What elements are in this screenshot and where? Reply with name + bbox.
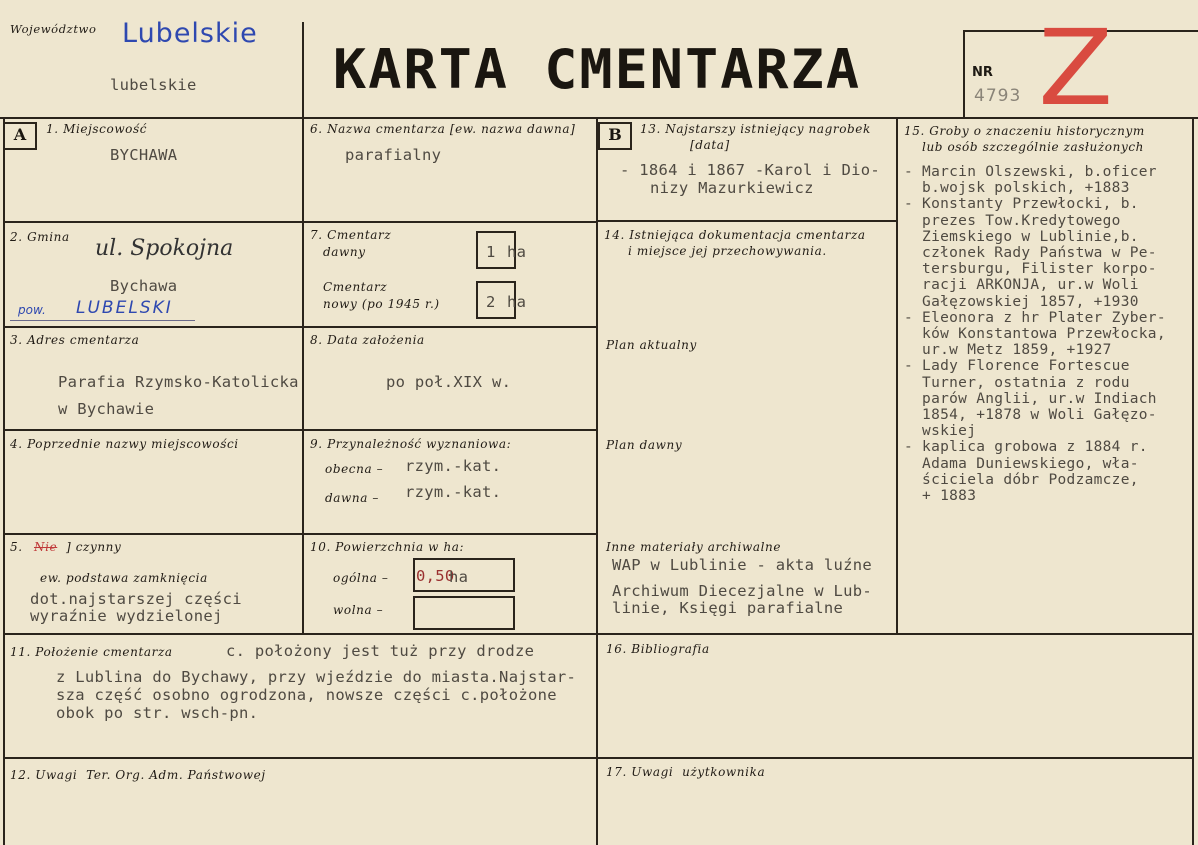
field-15-line: - Konstanty Przewłocki, b.	[904, 196, 1139, 213]
field-5-sub: ew. podstawa zamknięcia	[40, 571, 208, 585]
field-7-nowy-unit: ha	[507, 293, 527, 311]
rule	[302, 118, 304, 634]
field-11-label: 11. Położenie cmentarza	[10, 645, 173, 659]
rule	[3, 221, 597, 223]
field-7-label-b: dawny	[323, 245, 366, 259]
field-6-value: parafialny	[345, 146, 442, 164]
field-5-line-1: dot.najstarszej części	[30, 590, 242, 608]
field-15-line: ków Konstantowa Przewłocka,	[904, 326, 1166, 342]
field-14-inne-2: Archiwum Diecezjalne w Lub-	[612, 582, 873, 600]
nr-label: NR	[972, 65, 993, 80]
field-13-label-2: [data]	[690, 138, 730, 152]
field-9-dawna-value: rzym.-kat.	[405, 483, 502, 501]
field-11-line-2: sza część osobno ogrodzona, nowsze części c.położone	[56, 686, 557, 704]
field-7-dawny-unit: ha	[507, 243, 527, 261]
rule	[896, 118, 898, 634]
field-15-line: Adama Duniewskiego, wła-	[904, 455, 1139, 472]
field-15-line: - kaplica grobowa z 1884 r.	[904, 439, 1148, 456]
rule	[0, 117, 1198, 119]
field-11-line-1: z Lublina do Bychawy, przy wjeździe do miasta.Najstar-	[56, 668, 577, 686]
rule	[3, 757, 1194, 759]
field-15-line: ściciela dóbr Podzamcze,	[904, 471, 1139, 488]
field-7-label-c: Cmentarz	[323, 280, 388, 294]
field-14-label-2: i miejsce jej przechowywania.	[628, 244, 827, 258]
field-3-line-2: w Bychawie	[58, 400, 155, 418]
voivodeship-label: Województwo	[10, 22, 97, 36]
field-15-line: b.wojsk polskich, +1883	[904, 180, 1130, 197]
rule	[3, 633, 1194, 635]
field-17-label: 17. Uwagi użytkownika	[606, 765, 766, 779]
field-9-dawna-label: dawna –	[325, 491, 380, 505]
field-1-label: 1. Miejscowość	[46, 122, 148, 136]
field-14-inne-1: WAP w Lublinie - akta luźne	[612, 556, 873, 574]
field-16-label: 16. Bibliografia	[606, 642, 710, 656]
field-5-struck: Nie	[34, 540, 58, 554]
field-15-line: tersburgu, Filister korpo-	[904, 261, 1157, 278]
field-12-label: 12. Uwagi Ter. Org. Adm. Państwowej	[10, 768, 266, 782]
field-7-label-d: nowy (po 1945 r.)	[323, 297, 440, 311]
field-15-line: + 1883	[904, 488, 977, 504]
rule	[3, 533, 597, 535]
field-15-line: członek Rady Państwa w Pe-	[904, 245, 1157, 261]
field-15-line: - Marcin Olszewski, b.oficer	[904, 164, 1157, 180]
field-7-dawny-value: 1	[486, 243, 496, 261]
field-11-line-3: obok po str. wsch-pn.	[56, 704, 259, 722]
rule	[3, 118, 5, 845]
field-8-value: po poł.XIX w.	[386, 373, 512, 391]
field-10-ogolna-unit: ha	[449, 568, 469, 586]
section-a-box: A	[3, 122, 37, 150]
field-13-line-1: - 1864 i 1867 -Karol i Dio-	[620, 161, 881, 179]
rule	[963, 30, 965, 118]
field-15-line: ur.w Metz 1859, +1927	[904, 342, 1112, 359]
field-2-pow-value: LUBELSKI	[76, 298, 173, 318]
rule	[1192, 118, 1194, 845]
field-14-plan-aktualny: Plan aktualny	[606, 338, 697, 352]
field-13-label-1: 13. Najstarszy istniejący nagrobek	[640, 122, 871, 136]
field-2-label: 2. Gmina	[10, 230, 70, 244]
field-15-label-1: 15. Groby o znaczeniu historycznym	[904, 124, 1145, 138]
pow-underline	[10, 320, 195, 321]
field-14-inne: Inne materiały archiwalne	[606, 540, 782, 554]
nr-handwritten: 4793	[974, 86, 1022, 106]
field-5-line-2: wyraźnie wydzielonej	[30, 607, 223, 625]
voivodeship-value-typed: lubelskie	[110, 76, 197, 94]
field-10-wolna-label: wolna –	[333, 603, 384, 617]
field-14-label-1: 14. Istniejąca dokumentacja cmentarza	[604, 228, 866, 242]
field-15-line: - Lady Florence Fortescue	[904, 358, 1130, 375]
field-1-value: BYCHAWA	[110, 146, 178, 164]
field-13-line-2: nizy Mazurkiewicz	[650, 179, 814, 197]
field-7-label-a: 7. Cmentarz	[310, 228, 392, 242]
field-10-ogolna-value: 0,50	[416, 567, 455, 585]
nr-letter: Z	[1038, 7, 1114, 129]
field-4-label: 4. Poprzednie nazwy miejscowości	[10, 437, 239, 451]
section-b-box: B	[598, 122, 632, 150]
field-15-line: prezes Tow.Kredytowego	[904, 212, 1121, 229]
field-2-handwritten: ul. Spokojna	[95, 236, 234, 261]
field-15-line: - Eleonora z hr Plater Zyber-	[904, 309, 1166, 326]
field-15-line: racji ARKONJA, ur.w Woli	[904, 277, 1139, 294]
field-5-label-rest: ] czynny	[66, 540, 122, 554]
field-10-wolna-box	[413, 596, 515, 630]
field-10-label: 10. Powierzchnia w ha:	[310, 540, 465, 554]
rule	[596, 118, 598, 845]
field-15-line: wskiej	[904, 423, 977, 440]
rule	[3, 429, 597, 431]
field-14-plan-dawny: Plan dawny	[606, 438, 683, 452]
field-15-line: Ziemskiego w Lublinie,b.	[904, 228, 1139, 245]
field-15-line: Turner, ostatnia z rodu	[904, 374, 1130, 391]
rule	[302, 22, 304, 118]
field-6-label: 6. Nazwa cmentarza [ew. nazwa dawna]	[310, 122, 576, 136]
rule	[596, 220, 898, 222]
field-9-obecna-value: rzym.-kat.	[405, 457, 502, 475]
card-title: KARTA CMENTARZA	[333, 38, 862, 101]
field-10-ogolna-label: ogólna –	[333, 571, 389, 585]
field-7-nowy-value: 2	[486, 293, 496, 311]
field-9-obecna-label: obecna –	[325, 462, 384, 476]
field-3-label: 3. Adres cmentarza	[10, 333, 140, 347]
field-11-line-0: c. położony jest tuż przy drodze	[226, 642, 535, 660]
field-15-line: Gałęzowskiej 1857, +1930	[904, 293, 1139, 310]
field-15-line: parów Anglii, ur.w Indiach	[904, 390, 1157, 407]
field-14-inne-3: linie, Księgi parafialne	[612, 599, 844, 617]
field-2-pow-label: pow.	[18, 303, 46, 317]
field-8-label: 8. Data założenia	[310, 333, 425, 347]
field-2-value: Bychawa	[110, 277, 178, 295]
rule	[3, 326, 597, 328]
voivodeship-value: Lubelskie	[122, 18, 258, 49]
field-5-label-num: 5.	[10, 540, 23, 554]
field-9-label: 9. Przynależność wyznaniowa:	[310, 437, 512, 451]
field-15-label-2: lub osób szczególnie zasłużonych	[922, 140, 1144, 154]
field-15-line: 1854, +1878 w Woli Gałęzo-	[904, 407, 1157, 423]
field-3-line-1: Parafia Rzymsko-Katolicka	[58, 373, 299, 391]
